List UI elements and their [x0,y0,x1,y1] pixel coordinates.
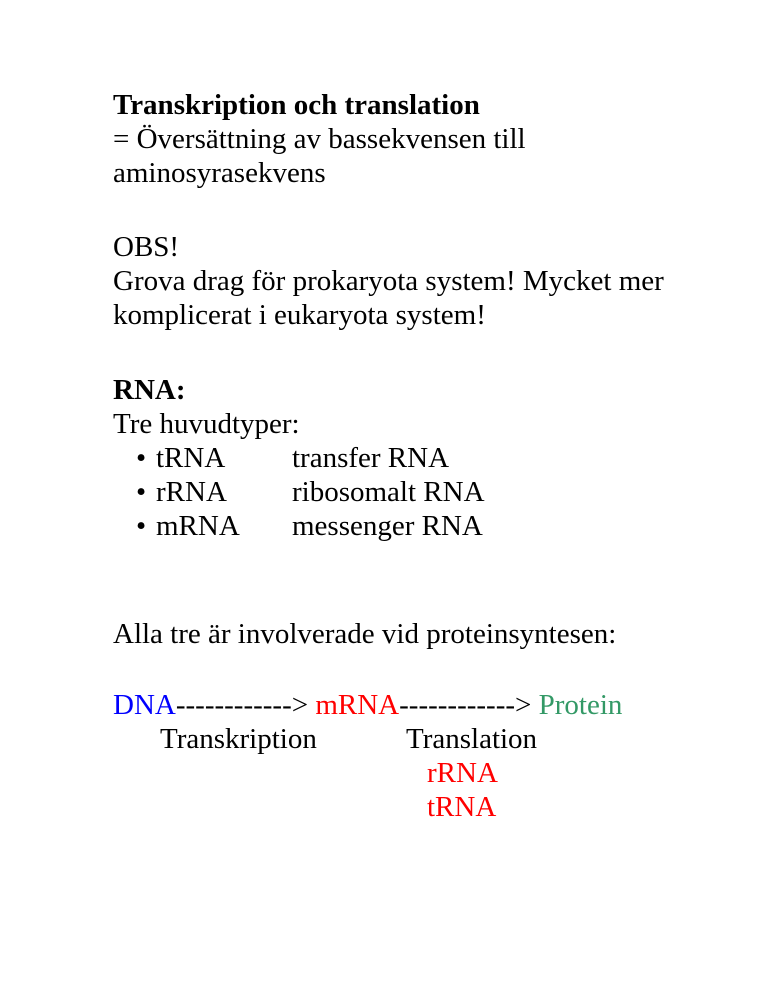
flow-arrow-1: ------------> [175,689,309,721]
note-line-1: Grova drag för prokaryota system! Mycket mer [113,265,664,297]
flow-helper-rrna: rRNA [427,757,498,789]
intro-line-2: aminosyrasekvens [113,157,326,189]
rna-heading: RNA: [113,374,186,406]
flow-helper-trna: tRNA [427,791,497,823]
flow-step-transcription: Transkription [160,723,317,755]
flow-protein-label: Protein [531,689,623,721]
rna-type-abbr: tRNA [156,442,226,474]
flow-arrow-2: ------------> [399,689,532,721]
bullet-icon: • [136,476,147,508]
rna-type-name: transfer RNA [292,442,450,474]
bullet-icon: • [136,510,147,542]
rna-type-abbr: rRNA [156,476,227,508]
note-line-2: komplicerat i eukaryota system! [113,299,486,331]
flow-diagram [113,688,622,722]
rna-type-item [136,441,449,475]
rna-type-abbr: mRNA [156,510,240,542]
rna-type-name: ribosomalt RNA [292,476,485,508]
flow-mrna-label: mRNA [308,689,400,721]
rna-type-item [136,509,483,543]
rna-type-item [136,475,485,509]
bullet-icon: • [136,442,147,474]
rna-type-name: messenger RNA [292,510,483,542]
rna-intro: Tre huvudtyper: [113,408,300,440]
flow-step-translation: Translation [406,723,538,755]
statement: Alla tre är involverade vid proteinsyntesen: [113,618,617,650]
page-heading: Transkription och translation [113,89,480,121]
intro-line-1: = Översättning av bassekvensen till [113,123,526,155]
flow-dna-label: DNA [113,689,176,721]
note-title: OBS! [113,231,180,263]
